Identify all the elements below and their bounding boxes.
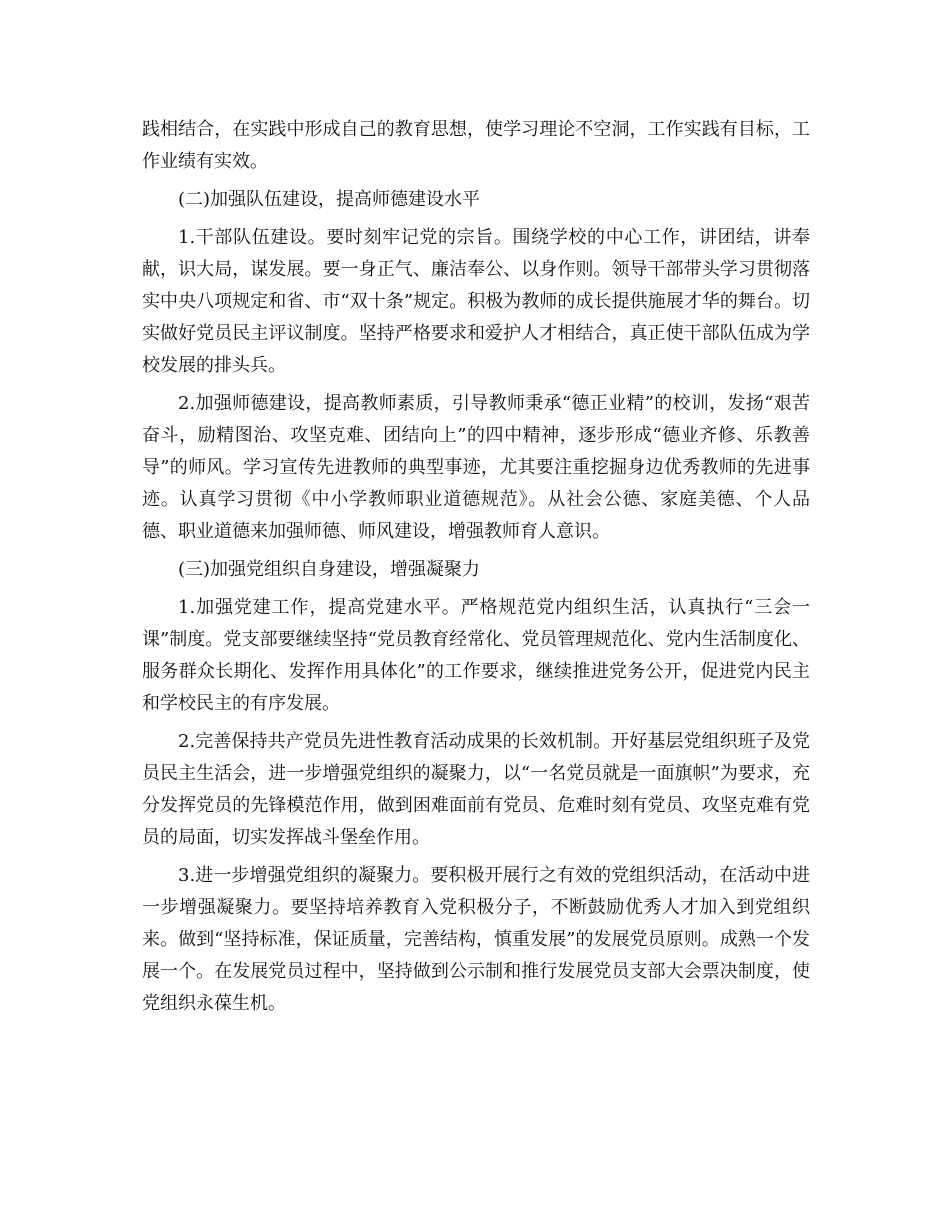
paragraph: 践相结合，在实践中形成自己的教育思想，使学习理论不空洞，工作实践有目标，工作业绩有实效。 [142,119,810,172]
paragraph: 1.加强党建工作，提高党建水平。严格规范党内组织生活，认真执行“三会一课”制度。党支部要继续坚持“党员教育经常化、党员管理规范化、党内生活制度化、服务群众长期化、发挥作用具体化”的工作要求，继续推进党务公开，促进党内民主和学校民主的有序发展。 [142,597,810,714]
paragraph: 2.加强师德建设，提高教师素质，引导教师秉承“德正业精”的校训，发扬“艰苦奋斗，励精图治、攻坚克难、团结向上”的四中精神，逐步形成“德业齐修、乐教善导”的师风。学习宣传先进教师的典型事迹，尤其要注重挖掘身边优秀教师的先进事迹。认真学习贯彻《中小学教师职业道德规范》。从社会公德、家庭美德、个人品德、职业道德来加强师德、师风建设，增强教师育人意识。 [142,393,810,542]
paragraph: 3.进一步增强党组织的凝聚力。要积极开展行之有效的党组织活动，在活动中进一步增强凝聚力。要坚持培养教育入党积极分子，不断鼓励优秀人才加入到党组织来。做到“坚持标准，保证质量，完善结构，慎重发展”的发展党员原则。成熟一个发展一个。在发展党员过程中，坚持做到公示制和推行发展党员支部大会票决制度，使党组织永葆生机。 [142,865,810,1014]
document-body [142,114,810,1020]
paragraph: 2.完善保持共产党员先进性教育活动成果的长效机制。开好基层党组织班子及党员民主生活会，进一步增强党组织的凝聚力，以“一名党员就是一面旗帜”为要求，充分发挥党员的先锋模范作用，做到困难面前有党员、危难时刻有党员、攻坚克难有党员的局面，切实发挥战斗堡垒作用。 [142,731,810,848]
paragraph: 1.干部队伍建设。要时刻牢记党的宗旨。围绕学校的中心工作，讲团结，讲奉献，识大局，谋发展。要一身正气、廉洁奉公、以身作则。领导干部带头学习贯彻落实中央八项规定和省、市“双十条”规定。积极为教师的成长提供施展才华的舞台。切实做好党员民主评议制度。坚持严格要求和爱护人才相结合，真正使干部队伍成为学校发展的排头兵。 [142,227,810,376]
section-heading: (二)加强队伍建设，提高师德建设水平 [178,189,481,210]
section-heading: (三)加强党组织自身建设，增强凝聚力 [178,559,481,580]
